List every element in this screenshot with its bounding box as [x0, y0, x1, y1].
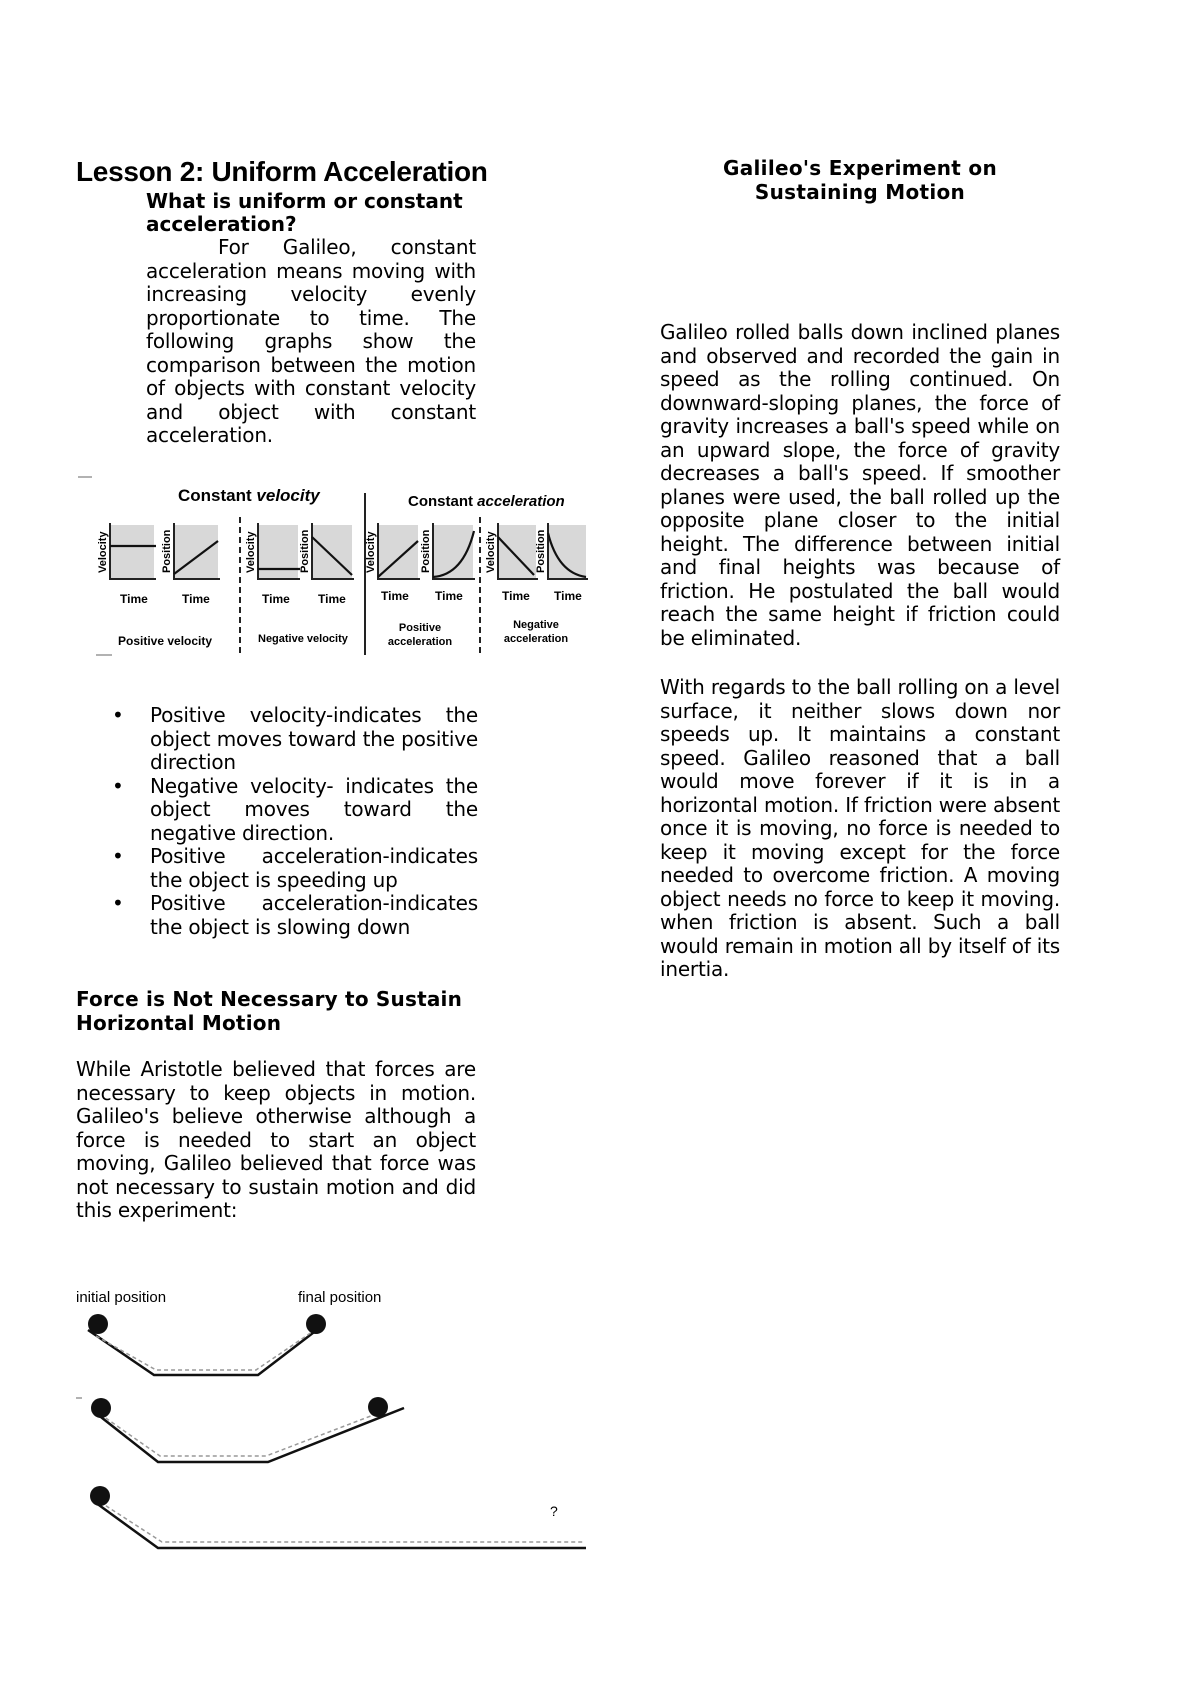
axis-label-time: Time — [502, 589, 530, 603]
label-positive-acceleration-1: Positive — [398, 622, 442, 634]
ball — [91, 1398, 111, 1418]
axis-label-velocity: Velocity — [365, 531, 377, 573]
axis-label-time: Time — [120, 592, 148, 606]
axis-label-position: Position — [299, 529, 311, 573]
axis-label-velocity: Velocity — [485, 531, 497, 573]
axis-label-time: Time — [381, 589, 409, 603]
question-mark: ? — [550, 1503, 558, 1519]
right-paragraph-1: Galileo rolled balls down inclined planes and observed and recorded the gain in speed as the rolling continued. On downward-sloping planes, the force of gravity increases a ball's speed while on an upward slope, the force of gravity decreases a ball's speed. If smoother planes were used, the ball rolled up the opposite plane closer to the initial height. The difference between initial and final heights was because of friction. He postulated the ball would reach the same height if friction could be eliminated. — [660, 320, 1060, 650]
graphs-heading-velocity: Constant velocity — [178, 486, 320, 505]
intro-paragraph: For Galileo, constant acceleration means moving with increasing velocity evenly proportionate to time. The following graphs show the comparison between the motion of objects with constant velocity and object with constant acceleration. — [146, 235, 476, 447]
bullet-list — [108, 704, 478, 939]
subquestion: What is uniform or constant acceleration? — [146, 189, 463, 236]
right-title: Galileo's Experiment on Sustaining Motion — [723, 156, 997, 204]
axis-label-velocity: Velocity — [97, 531, 109, 573]
axis-label-time: Time — [262, 592, 290, 606]
axis-label-time: Time — [554, 589, 582, 603]
label-negative-acceleration-2: acceleration — [503, 633, 569, 645]
ball — [88, 1314, 108, 1334]
label-positive-velocity: Positive velocity — [118, 634, 213, 648]
axis-label-time: Time — [318, 592, 346, 606]
motion-graphs-figure — [78, 445, 598, 665]
list-item: • Positive velocity-indicates the object moves toward the positive direction — [108, 704, 478, 775]
axis-label-position: Position — [420, 529, 432, 573]
ball — [368, 1397, 388, 1417]
axis-label-time: Time — [182, 592, 210, 606]
ball — [306, 1314, 326, 1334]
final-position-label: final position — [298, 1290, 382, 1306]
label-negative-velocity: Negative velocity — [258, 633, 348, 645]
initial-position-label: initial position — [76, 1290, 167, 1306]
axis-label-position: Position — [535, 529, 547, 573]
inclined-planes-figure — [76, 1290, 596, 1560]
label-positive-acceleration-2: acceleration — [387, 636, 453, 648]
lesson-title: Lesson 2: Uniform Acceleration — [76, 156, 488, 187]
graphs-heading-acceleration: Constant acceleration — [408, 493, 565, 510]
list-item: • Negative velocity- indicates the object moves toward the negative direction. — [108, 775, 478, 846]
list-item: • Positive acceleration-indicates the object is speeding up — [108, 845, 478, 892]
section-heading: Force is Not Necessary to Sustain Horizontal Motion — [76, 987, 463, 1035]
right-paragraph-2: With regards to the ball rolling on a level surface, it neither slows down nor speeds up. It maintains a constant speed. Galileo reasoned that a ball would move forever if it is in a horizontal motion. If friction were absent once it is moving, no force is needed to keep it moving except for the force needed to overcome friction. A moving object needs no force to keep it moving. when friction is absent. Such a ball would remain in motion all by itself of its inertia. — [660, 675, 1060, 981]
axis-label-position: Position — [161, 529, 173, 573]
ball — [90, 1486, 110, 1506]
axis-label-time: Time — [435, 589, 463, 603]
list-item: • Positive acceleration-indicates the object is slowing down — [108, 892, 478, 939]
axis-label-velocity: Velocity — [245, 531, 257, 573]
section-body: While Aristotle believed that forces are necessary to keep objects in motion. Galileo's believe otherwise although a force is needed to start an object moving, Galileo believed that force was not necessary to sustain motion and did this experiment: — [76, 1057, 476, 1222]
label-negative-acceleration-1: Negative — [513, 619, 559, 631]
